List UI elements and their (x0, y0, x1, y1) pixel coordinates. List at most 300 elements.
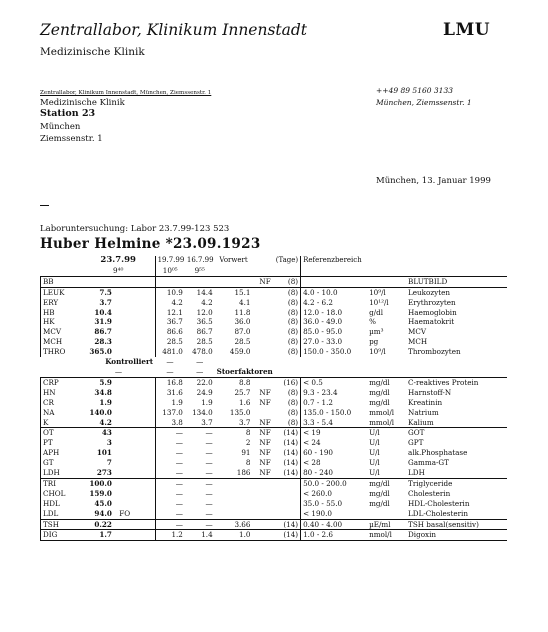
days: (14) (278, 519, 301, 530)
prev-value-1: 1.9 (155, 398, 185, 408)
nf-flag (252, 519, 277, 530)
days: (8) (278, 298, 301, 308)
nf-flag: NF (252, 276, 277, 287)
prior-value: 8 (245, 458, 251, 468)
test-flag (114, 327, 132, 337)
unit: U/l (369, 448, 380, 458)
days (278, 509, 301, 519)
unit: U/l (367, 468, 406, 478)
test-description: Kalium (406, 418, 507, 428)
nf-flag (252, 298, 277, 308)
table-row (41, 317, 508, 327)
section-label-row (41, 367, 508, 377)
prev-date-2: 16.7.99 (186, 256, 214, 264)
test-code: NA (41, 408, 82, 418)
test-value: 5.9 (82, 377, 114, 387)
dash-3: — (166, 366, 174, 376)
exam-reference: Laboruntersuchung: Labor 23.7.99-123 523 (40, 224, 230, 234)
nf-flag (252, 337, 277, 347)
days: (8) (278, 317, 301, 327)
reference-range: 150.0 - 350.0 (303, 347, 352, 357)
spacer (132, 448, 155, 458)
test-code: APH (41, 448, 82, 458)
current-date: 23.7.99 (100, 256, 136, 265)
prev-value-2: 12.0 (196, 307, 213, 317)
prev-value-2: — (205, 428, 213, 438)
nf-flag (252, 499, 277, 509)
recipient-station: Station 23 (40, 108, 96, 119)
prev-value-1: — (155, 499, 185, 509)
table-row (41, 418, 508, 428)
test-flag (114, 519, 132, 530)
prev-value-1: 16.8 (155, 377, 185, 387)
test-code: CRP (41, 377, 82, 387)
test-description: Gamma-GT (408, 458, 449, 468)
recipient-city: München (40, 122, 81, 132)
unit: 10⁹/l (367, 287, 406, 297)
test-description: Natrium (408, 407, 439, 417)
days: (8) (278, 418, 301, 428)
reference-range: 135.0 - 150.0 (303, 407, 352, 417)
unit: mg/dl (369, 488, 390, 498)
prev-value-1: — (155, 478, 185, 488)
nf-flag (252, 489, 277, 499)
test-description: MCV (408, 327, 427, 337)
table-row (41, 276, 508, 287)
unit: U/l (369, 438, 380, 448)
reference-range: < 28 (303, 458, 321, 468)
table-row (41, 509, 508, 519)
prev-value-1: 137.0 (155, 408, 185, 418)
table-row (41, 438, 508, 448)
test-description: Cholesterin (408, 488, 451, 498)
days: (14) (278, 468, 301, 478)
test-flag (114, 428, 132, 438)
test-description: Thrombozyten (408, 347, 461, 357)
spacer (41, 367, 82, 377)
spacer (132, 276, 155, 287)
prev-value-2: — (205, 448, 213, 458)
test-code: HDL (41, 499, 82, 509)
test-code: LEUK (41, 287, 82, 297)
table-row (41, 458, 508, 468)
spacer (132, 428, 155, 438)
test-flag (114, 438, 132, 448)
test-code: HB (41, 308, 82, 318)
reference-range: 3.3 - 5.4 (301, 418, 367, 428)
days: (8) (278, 337, 301, 347)
test-flag (114, 448, 132, 458)
test-flag (114, 337, 132, 347)
prev-value-2: — (185, 468, 215, 478)
prev-value-2: 24.9 (196, 387, 213, 397)
prev-value-1: 12.1 (155, 308, 185, 318)
test-flag (114, 499, 132, 509)
prev-value-1: 31.6 (155, 388, 185, 398)
prev-value-2: 1.4 (185, 530, 215, 541)
days: (8) (278, 398, 301, 408)
test-description: GOT (408, 428, 425, 438)
days: (14) (278, 448, 301, 458)
test-flag (114, 418, 132, 428)
nf-flag: NF (259, 387, 271, 397)
spacer (132, 478, 155, 488)
nf-flag (252, 408, 277, 418)
test-flag (114, 287, 132, 297)
reference-range: 1.0 - 2.6 (301, 530, 367, 541)
nf-flag (252, 509, 277, 519)
table-row (41, 398, 508, 408)
prev-value-2: 14.4 (185, 287, 215, 297)
test-value: 0.22 (82, 519, 114, 530)
unit: U/l (369, 458, 380, 468)
sender-line: Zentrallabor, Klinikum Innenstadt, München, Ziemssenstr. 1 (40, 90, 212, 96)
unit (367, 509, 406, 519)
prior-value: 459.0 (229, 347, 251, 357)
days: (16) (278, 377, 301, 387)
header-times-row (41, 266, 508, 276)
test-description: Harnstoff-N (408, 387, 452, 397)
spacer (301, 367, 507, 377)
test-value: 159.0 (89, 488, 112, 498)
prior-value: 87.0 (234, 327, 251, 337)
prior-value: 3.66 (215, 519, 253, 530)
reference-range: 60 - 190 (303, 448, 333, 458)
prev-value-1: — (155, 509, 185, 519)
lmu-logo: LMU (443, 20, 491, 40)
table-row (41, 308, 508, 318)
prev-value-2: 478.0 (192, 347, 213, 357)
test-flag (114, 489, 132, 499)
fold-mark (40, 205, 49, 206)
prev-value-2: 36.5 (196, 317, 213, 327)
prev-value-1: — (155, 489, 185, 499)
unit: µE/ml (367, 519, 406, 530)
prev-value-2: — (185, 519, 215, 530)
table-row (41, 337, 508, 347)
unit: % (369, 317, 376, 327)
prev-value-2: — (205, 498, 213, 508)
lab-results-table (40, 256, 507, 541)
spacer (132, 377, 155, 387)
sender-address: München, Ziemssenstr. 1 (376, 98, 472, 107)
test-flag (114, 408, 132, 418)
spacer (132, 408, 155, 418)
dash-2: — (196, 357, 204, 367)
test-code: PT (41, 438, 82, 448)
prev-value-2: 22.0 (185, 377, 215, 387)
days (278, 489, 301, 499)
spacer (132, 438, 155, 448)
test-description: Erythrozyten (408, 297, 456, 307)
prev-value-2: — (185, 509, 215, 519)
test-value: 10.4 (94, 307, 112, 317)
prev-value-1: — (155, 428, 185, 438)
recipient-line-1: Medizinische Klinik (40, 98, 125, 108)
prev-value-2: — (205, 478, 213, 488)
test-flag (114, 478, 132, 488)
spacer (132, 388, 155, 398)
days: (8) (278, 388, 301, 398)
table-row (41, 347, 508, 357)
spacer (132, 458, 155, 468)
test-flag (114, 298, 132, 308)
prev-value-1: — (155, 438, 185, 448)
test-code: CR (41, 398, 82, 408)
test-flag (114, 308, 132, 318)
nf-flag (252, 478, 277, 488)
test-code: K (41, 418, 82, 428)
nf-flag (252, 347, 277, 357)
test-description: LDH (406, 468, 507, 478)
spacer (132, 519, 155, 530)
prev-value-2: 4.2 (201, 297, 213, 307)
unit: mg/dl (367, 377, 406, 387)
test-flag (114, 276, 132, 287)
prior-value: 8.8 (215, 377, 253, 387)
reference-range: < 260.0 (303, 488, 332, 498)
days: (8) (278, 408, 301, 418)
prev-value-1: 3.8 (155, 418, 185, 428)
spacer (132, 337, 155, 347)
table-row (41, 448, 508, 458)
unit: nmol/l (367, 530, 406, 541)
prior-value: 4.1 (239, 297, 251, 307)
prev-value-1: 36.7 (155, 317, 185, 327)
table-row (41, 428, 508, 438)
prev-value-2: — (205, 438, 213, 448)
test-value: 45.0 (94, 498, 112, 508)
test-description: Digoxin (406, 530, 507, 541)
test-value: 273 (82, 468, 114, 478)
test-description: HDL-Cholesterin (408, 498, 470, 508)
test-flag (114, 317, 132, 327)
unit: mmol/l (367, 418, 406, 428)
reference-range: 0.7 - 1.2 (303, 397, 333, 407)
test-value: 365.0 (89, 347, 112, 357)
days: (8) (278, 308, 301, 318)
spacer (132, 308, 155, 318)
phone-number: ++49 89 5160 3133 (376, 86, 453, 95)
report-date: München, 13. Januar 1999 (376, 176, 491, 186)
test-code: MCH (41, 337, 82, 347)
nf-flag: NF (259, 397, 271, 407)
header-dates-row (41, 256, 508, 266)
unit: 10¹²/l (369, 297, 389, 307)
reference-range: 9.3 - 23.4 (303, 387, 338, 397)
days: (8) (278, 287, 301, 297)
test-value: 101 (96, 448, 112, 458)
test-value: 3.7 (99, 297, 112, 307)
reference-range: 4.0 - 10.0 (301, 287, 367, 297)
prev-value-2 (185, 276, 215, 287)
prior-value: 25.7 (234, 387, 251, 397)
table-row (41, 377, 508, 387)
test-description: GPT (408, 438, 424, 448)
section-label-row (41, 357, 508, 367)
nf-flag (252, 530, 277, 541)
current-time: 9⁴⁰ (113, 265, 124, 275)
prev-value-1: 10.9 (155, 287, 185, 297)
prev-value-2: — (205, 488, 213, 498)
dash-4: — (196, 366, 204, 376)
reference-range (301, 276, 367, 287)
spacer (132, 347, 155, 357)
test-value: 4.2 (82, 418, 114, 428)
table-row (41, 530, 508, 541)
days: (8) (278, 327, 301, 337)
test-flag (114, 530, 132, 541)
table-row (41, 298, 508, 308)
test-code: BB (41, 276, 82, 287)
test-description: LDL-Cholesterin (406, 509, 507, 519)
test-value: 94.0 (82, 509, 114, 519)
test-value: 100.0 (89, 478, 112, 488)
test-code: THRO (41, 347, 82, 357)
reference-range: 0.40 - 4.00 (301, 519, 367, 530)
test-value: 31.9 (94, 317, 112, 327)
days: (14) (278, 458, 301, 468)
test-value: 140.0 (89, 407, 112, 417)
table-row (41, 468, 508, 478)
prior-value: 3.7 (215, 418, 253, 428)
table-row (41, 499, 508, 509)
table-row (41, 408, 508, 418)
test-description: C-reaktives Protein (406, 377, 507, 387)
spacer (132, 327, 155, 337)
spacer (132, 287, 155, 297)
clinic-subtitle: Medizinische Klinik (40, 46, 145, 58)
spacer (132, 530, 155, 541)
days (278, 499, 301, 509)
test-code: GT (41, 458, 82, 468)
test-value: 1.9 (99, 397, 112, 407)
unit: mg/dl (369, 498, 390, 508)
prev-value-2: 28.5 (196, 337, 213, 347)
prev-value-2: — (205, 458, 213, 468)
prev-value-2: 86.7 (196, 327, 213, 337)
days: (14) (278, 428, 301, 438)
nf-flag: NF (252, 468, 277, 478)
test-value: 7.5 (82, 287, 114, 297)
test-flag (114, 458, 132, 468)
test-flag (114, 347, 132, 357)
prior-value: 1.6 (239, 397, 251, 407)
test-code: TSH (41, 519, 82, 530)
test-description: BLUTBILD (406, 276, 507, 287)
test-value: 34.8 (94, 387, 112, 397)
lab-title: Zentrallabor, Klinikum Innenstadt (40, 21, 308, 39)
prior-value (215, 478, 253, 488)
test-code: HK (41, 317, 82, 327)
table-row (41, 327, 508, 337)
test-description: Triglyceride (408, 478, 453, 488)
recipient-street: Ziemssenstr. 1 (40, 134, 103, 144)
spacer (132, 398, 155, 408)
nf-flag (252, 377, 277, 387)
spacer (132, 509, 155, 519)
test-code: LDL (41, 509, 82, 519)
test-code: LDH (41, 468, 82, 478)
days: (14) (278, 530, 301, 541)
prev-date-1: 19.7.99 (155, 256, 185, 266)
unit: mmol/l (369, 407, 395, 417)
test-description: TSH basal(sensitiv) (406, 519, 507, 530)
reference-range: < 0.5 (301, 377, 367, 387)
test-code: CHOL (41, 489, 82, 499)
table-row (41, 489, 508, 499)
test-value: 7 (106, 458, 112, 468)
spacer (41, 357, 82, 367)
spacer (301, 357, 507, 367)
prior-value (215, 276, 253, 287)
reference-range: 36.0 - 49.0 (303, 317, 343, 327)
reference-range: < 19 (303, 428, 321, 438)
prior-value: 15.1 (215, 287, 253, 297)
prior-value: 91 (241, 448, 251, 458)
prev-value-1: 4.2 (155, 298, 185, 308)
prev-value-1: — (155, 468, 185, 478)
reference-range: 12.0 - 18.0 (303, 307, 343, 317)
reference-range: 35.0 - 55.0 (303, 498, 343, 508)
days: (8) (278, 276, 301, 287)
reference-range: 85.0 - 95.0 (303, 327, 343, 337)
nf-flag: NF (259, 428, 271, 438)
prev-value-header: Vorwert (219, 256, 248, 264)
unit: mg/dl (369, 478, 390, 488)
prev-time-1: 10⁰⁵ (155, 266, 185, 276)
prior-value: 28.5 (234, 337, 251, 347)
test-value (82, 276, 114, 287)
test-flag (114, 377, 132, 387)
prior-value: 1.0 (215, 530, 253, 541)
test-flag (114, 468, 132, 478)
prev-value-1: 481.0 (155, 347, 185, 357)
test-value: 86.7 (94, 327, 112, 337)
prev-value-1 (155, 276, 185, 287)
spacer (132, 499, 155, 509)
reference-range: < 190.0 (301, 509, 367, 519)
reference-range: < 24 (303, 438, 321, 448)
test-description: alk.Phosphatase (408, 448, 468, 458)
unit: mg/dl (369, 387, 390, 397)
nf-flag: NF (259, 448, 271, 458)
spacer (215, 357, 301, 367)
prev-value-1: — (155, 458, 185, 468)
test-description: Leukozyten (406, 287, 507, 297)
reference-header: Referenzbereich (303, 256, 362, 264)
days-header: (Tage) (252, 256, 300, 266)
spacer (132, 468, 155, 478)
prev-value-1: 28.5 (155, 337, 185, 347)
days (278, 478, 301, 488)
spacer (132, 418, 155, 428)
dash-1: — (166, 357, 174, 367)
nf-flag: NF (252, 418, 277, 428)
prior-value: 8 (245, 428, 251, 438)
table-row (41, 388, 508, 398)
prior-value (215, 509, 253, 519)
reference-range: 4.2 - 6.2 (303, 297, 333, 307)
reference-range: 50.0 - 200.0 (303, 478, 347, 488)
table-row (41, 287, 508, 297)
prior-value (215, 499, 253, 509)
test-code: DIG (41, 530, 82, 541)
prev-value-2: 1.9 (201, 397, 213, 407)
days: (8) (278, 347, 301, 357)
kontrolliert-label: Kontrolliert (105, 357, 154, 367)
prev-value-1: — (155, 448, 185, 458)
